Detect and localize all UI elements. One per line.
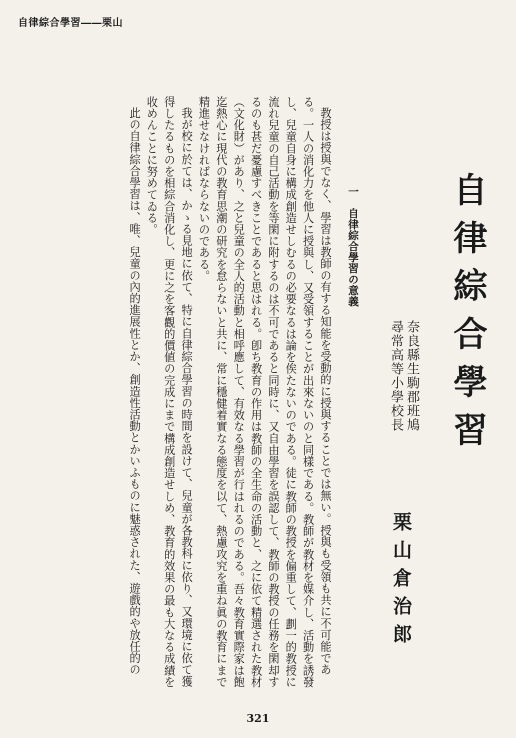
- article-title: 自律綜合學習: [447, 172, 487, 460]
- page-number: 321: [246, 712, 270, 725]
- body-text: [22, 96, 334, 696]
- body-paragraph: 此の自律綜合學習は、唯、兒童の內的進展性とか、創造性活動とかいふものに魅惑された、遊戲的や放任的の: [128, 107, 142, 676]
- section-heading: 一 自律綜合學習の意義: [347, 186, 359, 307]
- author-name: 栗山倉治郎: [390, 512, 412, 652]
- body-paragraph: 我が校に於ては、かゝる見地に依て、特に自律綜合學習の時間を設けて、兒童が各教科に依り、又環境に依て獲得したるものを相綜合消化し、更に之を客觀的價値の完成にまで構成創造せしめ、教育的效果の最も大なる成績を收めんことに努めてゐる。: [145, 96, 194, 688]
- body-paragraph: 教授は授與でなく、學習は教師の有する知能を受動的に授與することでは無い。授與も受領も共に不可能である。一人の消化力を他人に授與し、又受領することが出來ないのと同樣である。教師が教材を媒介し、活動を誘發し、兒童自身に構成創造せしむるの必要なるは論を俟たないのである。徒に教師の教授を偏重して、劃一的教授に流れ兒童の自己活動を等閑に附するのは不可であると同時に、又自由學習を誤認して、教師の教授の任務を閑却するのも甚だ憂慮すべきことであると思はれる。卽ち教育の作用は教師の全生命の活動と、之に依て精選された教材（文化財）があり、之と兒童の全人的活動と相呼應して、有效なる學習が行はれるのである。吾々教育實際家は飽迄熱心に現代の教育思潮の研究を怠らないと共に、常に穩健着實なる態度を以て、熱慮攻究を重ね眞の教育にまで精進せなければならないのである。: [197, 96, 332, 688]
- author-affiliation-line1: 奈良縣生駒郡班鳩: [404, 320, 419, 432]
- running-head: 自律綜合學習――栗山: [18, 18, 123, 29]
- author-affiliation-line2: 尋常高等小學校長: [388, 320, 403, 432]
